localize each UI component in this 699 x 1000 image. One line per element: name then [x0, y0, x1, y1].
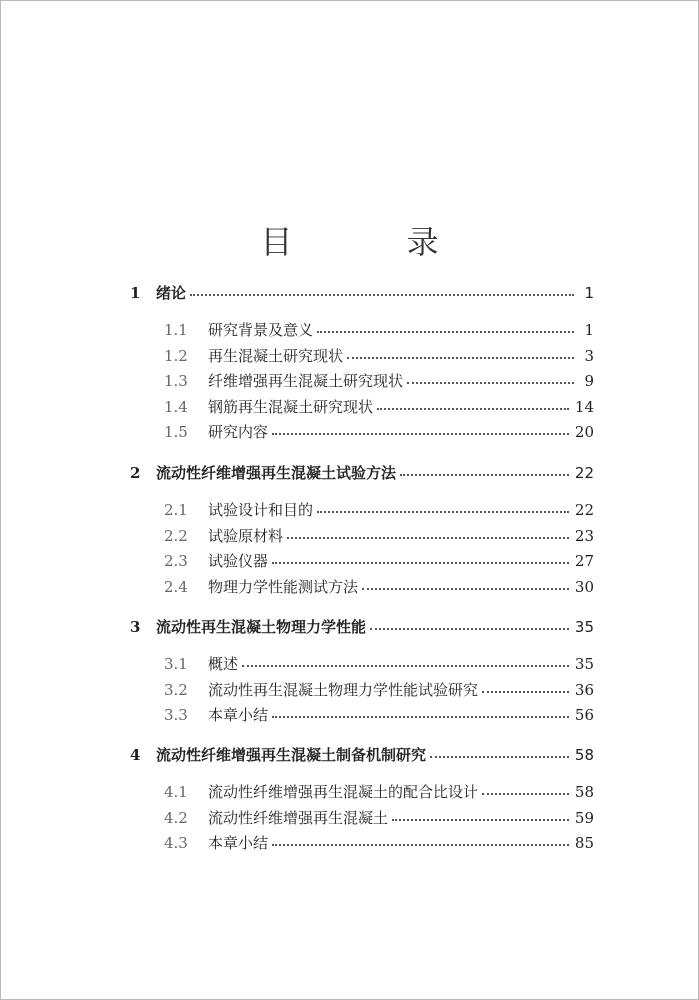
- entry-title[interactable]: 再生混凝土研究现状: [208, 346, 344, 365]
- entry-title[interactable]: 流动性纤维增强再生混凝土试验方法: [156, 464, 397, 482]
- toc-section[interactable]: [164, 782, 594, 802]
- toc-section[interactable]: [164, 654, 594, 674]
- toc-section[interactable]: [164, 320, 594, 340]
- entry-title[interactable]: 研究背景及意义: [208, 321, 314, 339]
- dot-leader: [482, 681, 569, 693]
- toc-chapter[interactable]: [130, 745, 594, 765]
- toc-section[interactable]: [164, 346, 594, 366]
- toc-section[interactable]: [164, 397, 594, 417]
- toc-section[interactable]: [164, 526, 594, 546]
- dot-leader: [347, 347, 574, 359]
- entry-title[interactable]: 流动性纤维增强再生混凝土的配合比设计: [208, 783, 479, 801]
- toc-section[interactable]: [164, 705, 594, 725]
- entry-number: 2.4: [164, 577, 188, 596]
- page-number: 22: [574, 501, 594, 519]
- dot-leader: [370, 618, 569, 630]
- page-number: 22: [574, 464, 594, 482]
- toc-section[interactable]: [164, 577, 594, 597]
- dot-leader: [430, 746, 569, 758]
- entry-number: 1.5: [164, 423, 188, 441]
- page-number: 85: [574, 834, 594, 852]
- dot-leader: [377, 398, 569, 410]
- entry-title[interactable]: 本章小结: [208, 706, 269, 724]
- toc-section[interactable]: [164, 422, 594, 442]
- dot-leader: [362, 578, 569, 590]
- entry-number: 2.2: [164, 526, 188, 545]
- toc-chapter[interactable]: [130, 283, 594, 303]
- entry-title[interactable]: 研究内容: [208, 423, 269, 441]
- page-number: 27: [574, 552, 594, 570]
- entry-number: 3.3: [164, 706, 188, 724]
- entry-title[interactable]: 试验设计和目的: [208, 501, 314, 519]
- entry-number: 2.1: [164, 501, 188, 519]
- dot-leader: [400, 464, 569, 476]
- dot-leader: [482, 783, 569, 795]
- entry-title[interactable]: 物理力学性能测试方法: [208, 577, 359, 596]
- dot-leader: [287, 527, 569, 539]
- entry-title[interactable]: 概述: [208, 655, 239, 673]
- entry-number: 2: [130, 464, 141, 482]
- dot-leader: [272, 834, 569, 846]
- page-number: 20: [574, 423, 594, 441]
- page-number: 59: [574, 808, 594, 827]
- toc-section[interactable]: [164, 551, 594, 571]
- entry-title[interactable]: 流动性再生混凝土物理力学性能试验研究: [208, 680, 479, 699]
- entry-number: 3: [130, 618, 141, 636]
- entry-number: 1: [130, 284, 141, 302]
- toc-section[interactable]: [164, 833, 594, 853]
- dot-leader: [317, 501, 569, 513]
- page-number: 9: [584, 372, 594, 390]
- entry-number: 1.2: [164, 346, 188, 365]
- entry-title[interactable]: 绪论: [156, 284, 187, 302]
- entry-number: 4.2: [164, 808, 188, 827]
- entry-number: 1.4: [164, 397, 188, 416]
- page-number: 23: [574, 526, 594, 545]
- toc-chapter[interactable]: [130, 617, 594, 637]
- entry-title[interactable]: 钢筋再生混凝土研究现状: [208, 397, 374, 416]
- page-number: 14: [574, 397, 594, 416]
- dot-leader: [190, 284, 574, 296]
- entry-number: 4.1: [164, 783, 188, 801]
- dot-leader: [272, 423, 569, 435]
- dot-leader: [272, 552, 569, 564]
- page-number: 3: [584, 346, 594, 365]
- entry-title[interactable]: 试验原材料: [208, 526, 284, 545]
- toc-section[interactable]: [164, 500, 594, 520]
- page-number: 56: [574, 706, 594, 724]
- page-number: 58: [574, 783, 594, 801]
- entry-number: 3.1: [164, 655, 188, 673]
- dot-leader: [317, 321, 574, 333]
- entry-title[interactable]: 流动性纤维增强再生混凝土制备机制研究: [156, 746, 427, 764]
- toc-chapter[interactable]: [130, 463, 594, 483]
- entry-number: 2.3: [164, 552, 188, 570]
- entry-number: 1.1: [164, 321, 188, 339]
- entry-title[interactable]: 本章小结: [208, 834, 269, 852]
- entry-title[interactable]: 试验仪器: [208, 552, 269, 570]
- toc-section[interactable]: [164, 680, 594, 700]
- page-number: 35: [574, 618, 594, 636]
- page-number: 1: [584, 284, 594, 302]
- page-number: 35: [574, 655, 594, 673]
- dot-leader: [407, 372, 574, 384]
- entry-title[interactable]: 流动性纤维增强再生混凝土: [208, 808, 389, 827]
- page-number: 58: [574, 746, 594, 764]
- page-number: 1: [584, 321, 594, 339]
- page-title: 目 录: [260, 223, 491, 262]
- toc-section[interactable]: [164, 808, 594, 828]
- dot-leader: [242, 655, 569, 667]
- dot-leader: [272, 706, 569, 718]
- page-number: 36: [574, 680, 594, 699]
- entry-number: 4: [130, 746, 141, 764]
- entry-title[interactable]: 流动性再生混凝土物理力学性能: [156, 618, 367, 636]
- toc-section[interactable]: [164, 371, 594, 391]
- dot-leader: [392, 809, 569, 821]
- entry-number: 4.3: [164, 834, 188, 852]
- entry-title[interactable]: 纤维增强再生混凝土研究现状: [208, 372, 404, 390]
- entry-number: 1.3: [164, 372, 188, 390]
- page-number: 30: [574, 577, 594, 596]
- entry-number: 3.2: [164, 680, 188, 699]
